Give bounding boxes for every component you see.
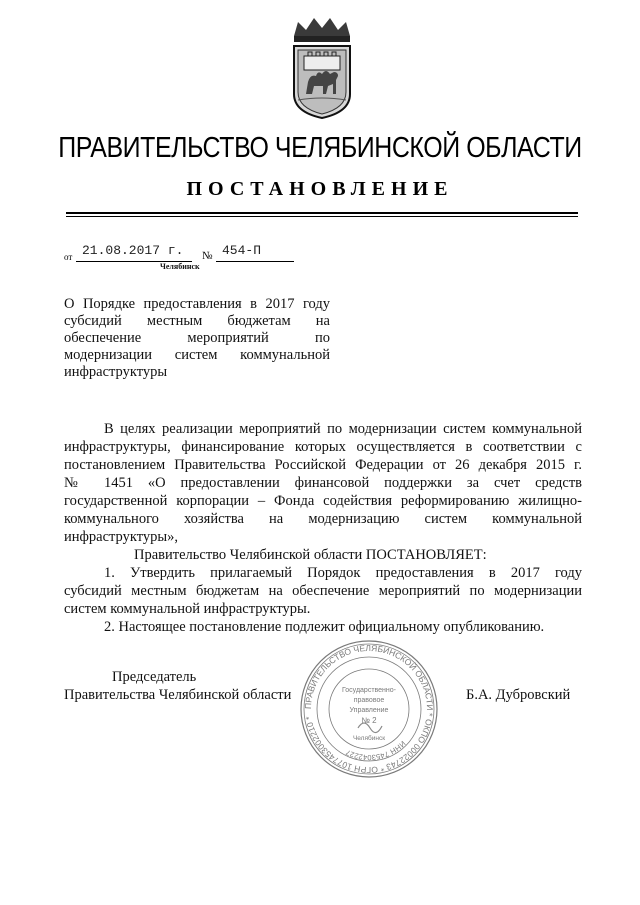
number-underline	[216, 261, 294, 262]
preamble-line: инфраструктуры»,	[64, 529, 178, 545]
preamble-line: постановлением Правительства Российской Федерации от 26 декабря 2015 г.	[64, 457, 582, 473]
subject-line: обеспечение мероприятий по	[64, 330, 330, 346]
preamble-line: коммунального хозяйства на модернизацию систем коммунальной	[64, 511, 582, 527]
signatory-name: Б.А. Дубровский	[466, 687, 571, 703]
stamp-center-line: правовое	[353, 697, 385, 704]
document-type: ПОСТАНОВЛЕНИЕ	[186, 178, 454, 200]
preamble-line: № 1451 «О предоставлении финансовой поддержки за счет средств	[64, 475, 582, 491]
city-label: Челябинск	[160, 262, 200, 271]
document-subject	[64, 296, 330, 381]
item-1-line: субсидий местным бюджетам на обеспечение мероприятий по модернизации	[64, 583, 582, 599]
coat-of-arms-icon	[284, 16, 360, 120]
stamp-center-line: № 2	[361, 716, 377, 725]
item-2-line: 2. Настоящее постановление подлежит официальному опубликованию.	[104, 619, 545, 635]
signatory-role-line2: Правительства Челябинской области	[64, 687, 292, 703]
government-title: ПРАВИТЕЛЬСТВО ЧЕЛЯБИНСКОЙ ОБЛАСТИ	[58, 132, 582, 164]
stamp-city: Челябинск	[352, 735, 386, 742]
number-value: 454-П	[222, 243, 262, 258]
preamble-line: инфраструктуры, финансирование которых осуществляется в соответствии с	[64, 439, 582, 455]
resolves-line: Правительство Челябинской области ПОСТАНОВЛЯЕТ:	[134, 547, 487, 563]
item-1-line: 1. Утвердить прилагаемый Порядок предоставления в 2017 году	[104, 565, 582, 581]
subject-line: модернизации систем коммунальной	[64, 347, 330, 363]
header-rule-thin	[66, 216, 578, 217]
preamble-line: государственной корпорации – Фонда содействия реформированию жилищно-	[64, 493, 582, 509]
date-value: 21.08.2017 г.	[82, 243, 184, 258]
preamble-line: В целях реализации мероприятий по модернизации систем коммунальной	[104, 421, 582, 437]
stamp-inner-text: ИНН 7453042227	[344, 739, 408, 763]
stamp-outer-text: ПРАВИТЕЛЬСТВО ЧЕЛЯБИНСКОЙ ОБЛАСТИ * ОКПО 00022743 * ОГРН 1077453002210 *	[302, 642, 436, 776]
number-prefix: №	[202, 250, 213, 262]
official-seal-stamp	[298, 638, 440, 780]
signatory-role: Председатель	[112, 669, 197, 685]
subject-line: О Порядке предоставления в 2017 году	[64, 296, 330, 312]
date-prefix: от	[64, 252, 73, 262]
header-rule	[66, 212, 578, 214]
stamp-center-line: Управление	[349, 707, 389, 714]
stamp-center-line: Государственно-	[341, 687, 397, 694]
subject-line: инфраструктуры	[64, 364, 168, 380]
item-1-line: систем коммунальной инфраструктуры.	[64, 601, 311, 617]
subject-line: субсидий местным бюджетам на	[64, 313, 330, 329]
